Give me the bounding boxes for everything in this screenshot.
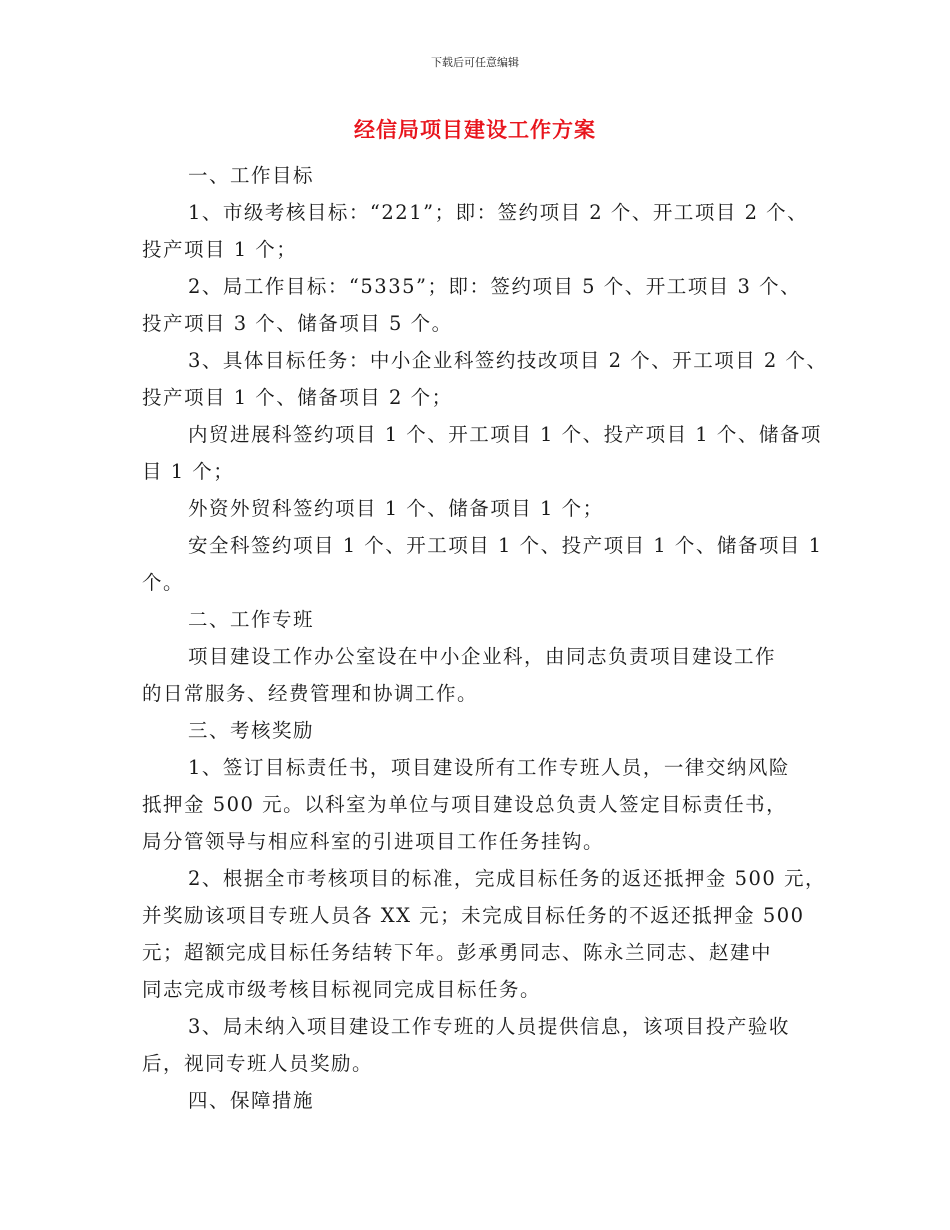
- text-line: 并奖励该项目专班人员各 XX 元；未完成目标任务的不返还抵押金 500: [142, 904, 805, 927]
- document-body: [142, 157, 828, 1119]
- text-line: 元；超额完成目标任务结转下年。彭承勇同志、陈永兰同志、赵建中: [142, 941, 773, 964]
- text-line: 1、签订目标责任书，项目建设所有工作专班人员，一律交纳风险: [188, 756, 790, 779]
- text-line: 一、工作目标: [188, 164, 315, 187]
- text-line: 投产项目 1 个；: [142, 238, 298, 261]
- text-line: 内贸进展科签约项目 1 个、开工项目 1 个、投产项目 1 个、储备项: [188, 423, 822, 446]
- text-line: 安全科签约项目 1 个、开工项目 1 个、投产项目 1 个、储备项目 1: [188, 534, 823, 557]
- text-line: 1、市级考核目标：“221”；即：签约项目 2 个、开工项目 2 个、: [188, 201, 809, 224]
- text-line: 三、考核奖励: [188, 719, 315, 742]
- text-line: 项目建设工作办公室设在中小企业科，由同志负责项目建设工作: [188, 645, 777, 668]
- document-title: 经信局项目建设工作方案: [354, 118, 596, 142]
- text-line: 的日常服务、经费管理和协调工作。: [142, 682, 479, 705]
- text-line: 二、工作专班: [188, 608, 315, 631]
- text-line: 3、局未纳入项目建设工作专班的人员提供信息，该项目投产验收: [188, 1015, 790, 1038]
- text-line: 同志完成市级考核目标视同完成目标任务。: [142, 978, 542, 1001]
- text-line: 后，视同专班人员奖励。: [142, 1052, 374, 1075]
- text-line: 2、根据全市考核项目的标准，完成目标任务的返还抵押金 500 元，: [188, 867, 827, 890]
- text-line: 投产项目 3 个、储备项目 5 个。: [142, 312, 453, 335]
- text-line: 2、局工作目标：“5335”；即：签约项目 5 个、开工项目 3 个、: [188, 275, 802, 298]
- text-line: 外资外贸科签约项目 1 个、储备项目 1 个；: [188, 497, 604, 520]
- text-line: 个。: [142, 571, 185, 594]
- text-line: 局分管领导与相应科室的引进项目工作任务挂钩。: [142, 830, 605, 853]
- text-line: 抵押金 500 元。以科室为单位与项目建设总负责人签定目标责任书，: [142, 793, 788, 816]
- text-line: 投产项目 1 个、储备项目 2 个；: [142, 386, 453, 409]
- page-header-note: 下载后可任意编辑: [431, 56, 519, 69]
- text-line: 3、具体目标任务：中小企业科签约技改项目 2 个、开工项目 2 个、: [188, 349, 828, 372]
- text-line: 目 1 个；: [142, 460, 235, 483]
- text-line: 四、保障措施: [188, 1089, 315, 1112]
